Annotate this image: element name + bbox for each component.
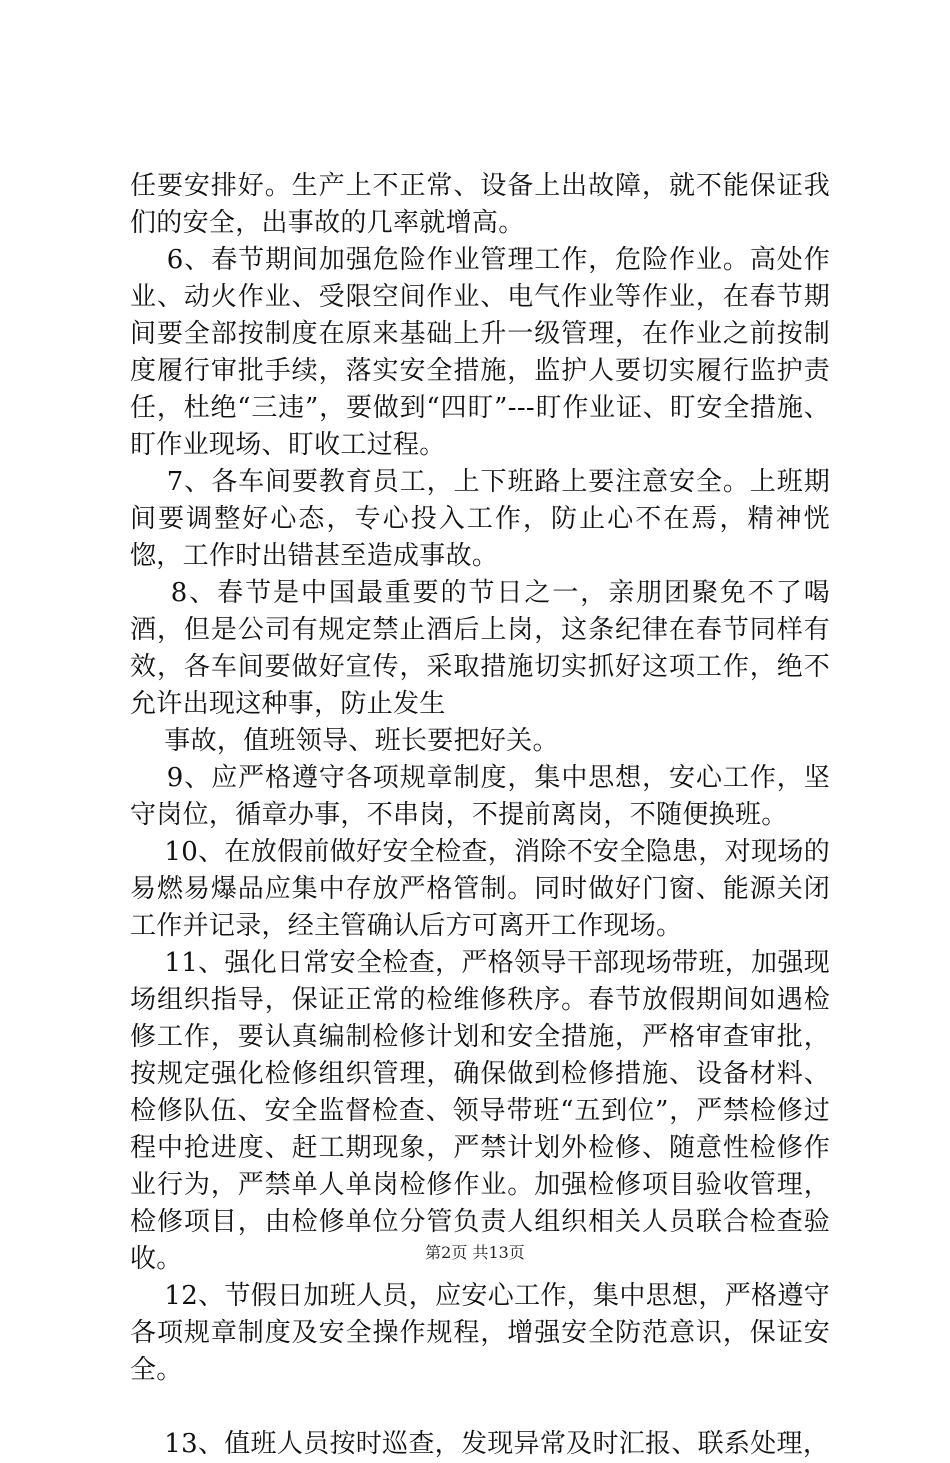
paragraph-continuation: 任要安排好。生产上不正常、设备上出故障，就不能保证我们的安全，出事故的几率就增高。 xyxy=(130,171,830,238)
paragraph-item-11: 11、强化日常安全检查，严格领导干部现场带班，加强现场组织指导，保证正常的检维修秩序。春节放假期间如遇检修工作，要认真编制检修计划和安全措施，严格审查审批，按规定强化检修组织管理，确保做到检修措施、设备材料、检修队伍、安全监督检查、领导带班“五到位”，严禁检修过程中抢进度、赶工期现象，严禁计划外检修、随意性检修作业行为，严禁单人单岗检修作业。加强检修项目验收管理，检修项目，由检修单位分管负责人组织相关人员联合检查验收。 xyxy=(130,948,830,1274)
paragraph-item-12: 12、节假日加班人员，应安心工作，集中思想，严格遵守各项规章制度及安全操作规程，增强安全防范意识，保证安全。 xyxy=(130,1281,830,1385)
document-body xyxy=(130,168,830,1463)
paragraph-item-10: 10、在放假前做好安全检查，消除不安全隐患，对现场的易燃易爆品应集中存放严格管制。同时做好门窗、能源关闭工作并记录，经主管确认后方可离开工作现场。 xyxy=(130,837,830,941)
paragraph-item-8: 8、春节是中国最重要的节日之一，亲朋团聚免不了喝酒，但是公司有规定禁止酒后上岗，这条纪律在春节同样有效，各车间要做好宣传，采取措施切实抓好这项工作，绝不允许出现这种事，防止发生 xyxy=(130,578,830,719)
paragraph-item-8-continued: 事故，值班领导、班长要把好关。 xyxy=(130,726,559,756)
page-number-footer: 第2页 共13页 xyxy=(425,1243,525,1262)
paragraph-item-13: 13、值班人员按时巡查，发现异常及时汇报、联系处理， xyxy=(130,1429,830,1459)
paragraph-item-6: 6、春节期间加强危险作业管理工作，危险作业。高处作业、动火作业、受限空间作业、电气作业等作业，在春节期间要全部按制度在原来基础上升一级管理，在作业之前按制度履行审批手续，落实安全措施，监护人要切实履行监护责任，杜绝“三违”，要做到“四盯”---盯作业证、盯安全措施、盯作业现场、盯收工过程。 xyxy=(130,245,831,460)
paragraph-item-9: 9、应严格遵守各项规章制度，集中思想，安心工作，坚守岗位，循章办事，不串岗，不提前离岗，不随便换班。 xyxy=(130,763,831,830)
paragraph-item-7: 7、各车间要教育员工，上下班路上要注意安全。上班期间要调整好心态，专心投入工作，防止心不在焉，精神恍惚，工作时出错甚至造成事故。 xyxy=(130,467,831,571)
